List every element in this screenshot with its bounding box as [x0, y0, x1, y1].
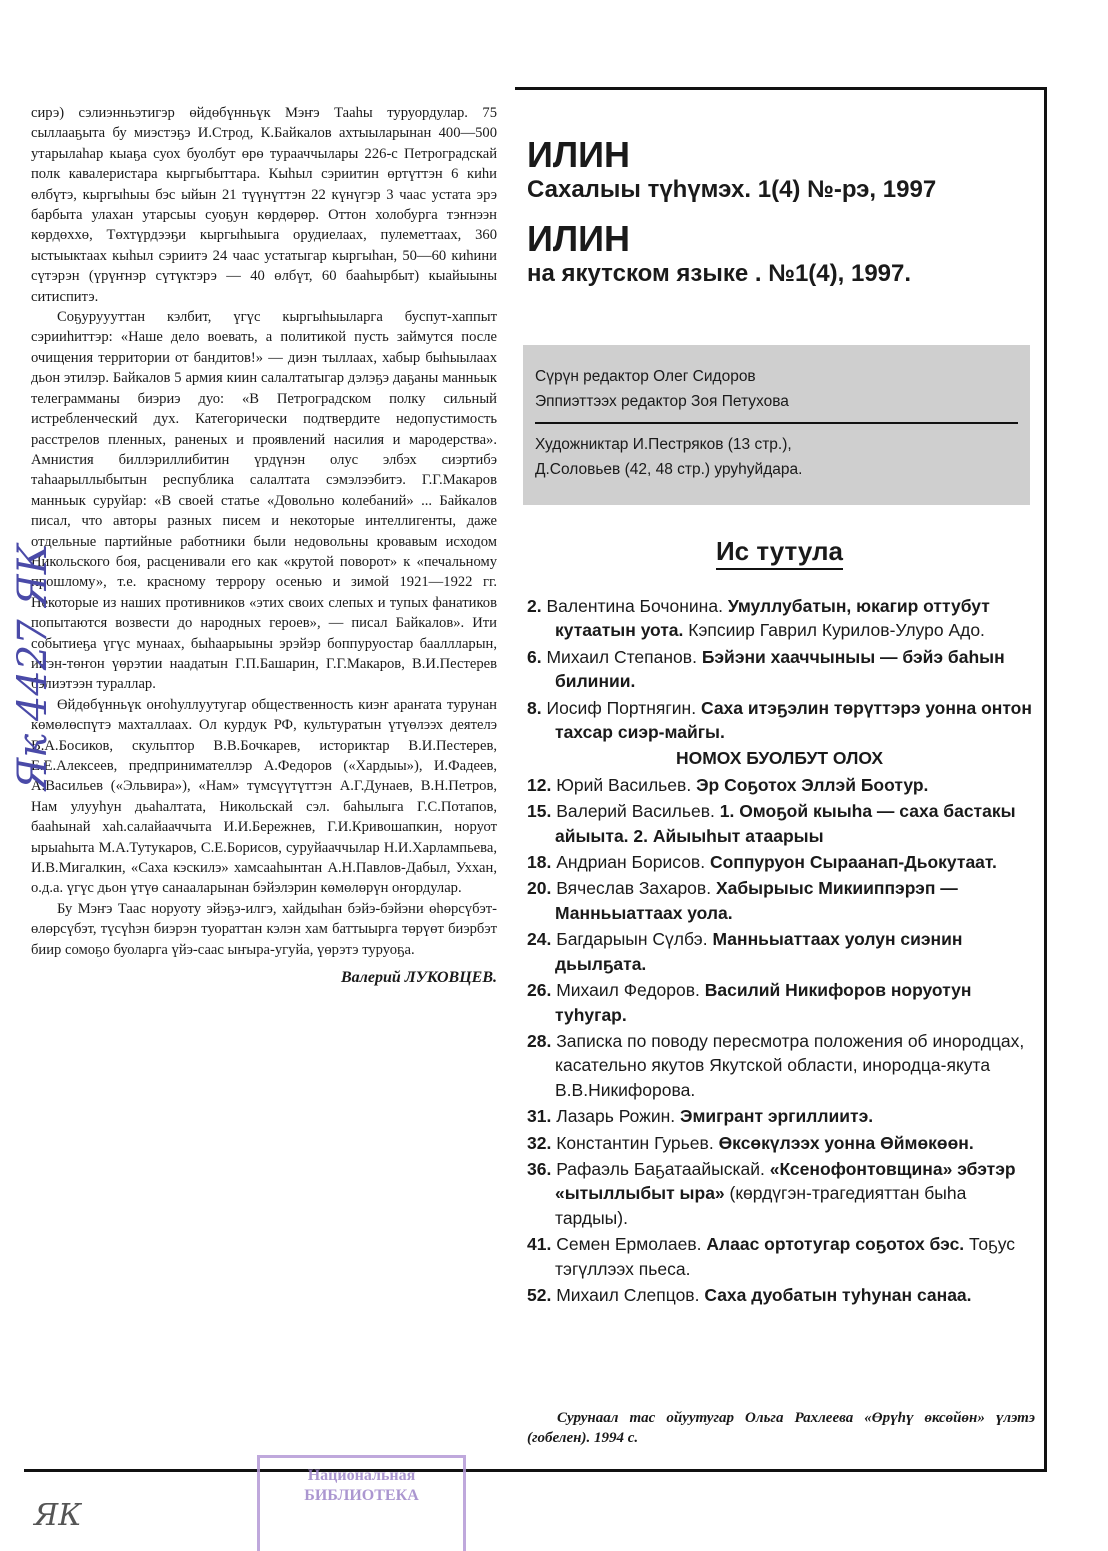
toc-title: Манньыаттаах уолун сиэнин дьылҕата. — [555, 929, 963, 974]
toc-author: Валентина Бочонина. — [546, 596, 723, 616]
toc-author: Багдарыын Сүлбэ. — [556, 929, 708, 950]
toc-title: Өксөкүлээх уонна Өймөкөөн. — [718, 1132, 974, 1153]
toc-title: Бэйэни хааччыныы — бэйэ баһын билинии. — [555, 646, 1005, 692]
toc-note: Тоҕус тэгүллээх пьеса. — [555, 1234, 1016, 1279]
article-paragraph: Соҕуруууттан кэлбит, үгүс кыргыһыыларга буспут-хаппыт сэрииһиттэр: «Наше дело воевать, а политикой пусть займутся после очищения территории от бандитов!» — диэн тыллаах, хабыр быһыылаах дьон этилэр. Байкалов 5 армия киин салалтатыгар дэлэҕэ даҕаны манньык телеграмманы биэриэ дуо: «В Петроградском полку сильный истребленческий дух. Категорически подтвердите недопустимость расстрелов пленных, раненых и проявлений насилия и мародерства». Амнистия биллэриллибитин үрдүнэн олус элбэх сиэртибэ таһаарыллыбытын республика салалтата сэмэлээбитэ. Г.Г.Макаров манньык суруйар: «В своей статье «Довольно колебаний» ... Байкалов писал, что авторы разных писем и некоторые интеллигенты, даже отдельные партийные работники были недовольны кровавым исходом Никольского боя, расценивали его как «крутой поворот» к «печальному прошлому», т.е. красному террору осенью и зимой 1921—1922 гг. Некоторые из наших противников «этих своих слепых и тупых фанатиков попытаются возвести до народных героев», — писал Байкалов». Ити событиеҕа үгүс мунаах, быһаарыыны эрэйэр боппуруостар бааллларын, иҥэн-төҥон үөрэтии наадатын Г.П.Башарин, Г.Г.Макаров, В.И.Пестерев бэлиэтээн тураллар. — [31, 309, 497, 693]
handwritten-page-mark: ЯК — [34, 1498, 82, 1533]
masthead-subtitle: на якутском языке . №1(4), 1997. — [527, 260, 912, 287]
library-stamp: Национальная БИБЛИОТЕКА — [257, 1455, 466, 1551]
toc-title: Эр Соҕотох Эллэй Боотур. — [696, 774, 929, 795]
toc-item — [527, 1131, 1032, 1155]
handwritten-catalog-mark: Як 4427 ЯК — [10, 543, 56, 790]
toc-item — [527, 1283, 1032, 1307]
toc-item — [527, 1029, 1032, 1102]
toc-num: 15. — [527, 801, 552, 822]
toc-num: 8. — [527, 697, 542, 718]
toc-title: Умуллубатын, юкагир оттубут кутаатын уота. — [555, 596, 990, 641]
toc-title: Василий Никифоров норуотун туһугар. — [555, 980, 972, 1025]
cover-caption: Сурунаал тас ойуутугар Ольга Рахлеева «Өрүһү өксөйөн» үлэтэ (гобелен). 1994 с. — [527, 1410, 1035, 1446]
toc-author: Юрий Васильев. — [556, 774, 692, 795]
article-paragraph: Өйдөбүнньүк оҥоһуллуутугар общественность киэҥ араҥата турунан көмөлөспүтэ махталлаах. Ол курдук РФ, культуратын үтүөлээх деятелэ В.А.Босиков, скульптор В.В.Бочкарев, историктар В.И.Пестерев, Е.Е.Алексеев, предпринимателлэр А.Федоров («Хардыы»), И.Фадеев, А.Васильев («Эльвира»), «Нам» түмсүүтүттэн А.Г.Дунаев, В.Н.Петров, Нам улууһун дьаһалтата, Никольскай сэл. баһылыга Г.С.Потапов, бааһынай хаһ.салайааччыта И.И.Бережнев, Г.И.Кривошапкин, норуот ырыаһыта М.А.Тутукаров, С.Е.Борисов, суруйааччылар Н.И.Харлампьева, И.В.Мигалкин, «Саха кэскилэ» хамсааһынтан А.Н.Павлов-Дабыл, Уххан, о.д.а. үгүс дьон үтүө санааларынан бэйэлэрин көмөлөрүн оҥордулар. — [31, 696, 497, 897]
frame-right-rule — [1044, 87, 1047, 1472]
toc-num: 24. — [527, 929, 552, 950]
toc-author: Рафаэль Баҕатаайыскай. — [556, 1158, 765, 1179]
toc-item — [527, 876, 1032, 925]
toc-num: 28. — [527, 1030, 552, 1051]
artists-line: Д.Соловьев (42, 48 стр.) уруһуйдара. — [535, 461, 803, 478]
toc-item — [527, 1104, 1032, 1128]
toc-item — [527, 927, 1032, 976]
toc-item — [527, 773, 1032, 797]
table-of-contents — [527, 594, 1032, 1309]
executive-editor: Эппиэттээх редактор Зоя Петухова — [535, 393, 789, 410]
toc-author: Михаил Слепцов. — [556, 1284, 700, 1305]
toc-note: (көрдүгэн-трагедияттан быһа тардыы). — [555, 1183, 967, 1228]
toc-num: 26. — [527, 980, 552, 1001]
artists-line: Художниктар И.Пестряков (13 стр.), — [535, 436, 792, 453]
masthead-subtitle: Сахалыы түһүмэх. 1(4) №-рэ, 1997 — [527, 176, 937, 203]
toc-num: 12. — [527, 774, 552, 795]
toc-title: Алаас ортотугар соҕотох бэс. — [706, 1234, 965, 1255]
toc-author: Вячеслав Захаров. — [556, 878, 712, 899]
credits-divider — [535, 422, 1018, 424]
article-paragraph: сирэ) сэлиэнньэтигэр өйдөбүнньүк Мэҥэ Тааһы туруордулар. 75 сыллааҕыта бу миэстэҕэ И.Строд, К.Байкалов ахтыыларынан 400—500 утарылаһар кыаҕа суох буолбут өрө турааччылары 226-с Петроградскай полк кавалеристара кыргыбыттара. Кыһыл сэриитин өртүттэн 6 киһи өлбүтэ, кыргыһыы бэс ыйын 21 түүнүттэн 22 күнүгэр 3 чаас устата эрэ барбыта улахан утарсыы суоҕун көрдөрөр. Оттон холобурга тэҥнээн көрдөххө, Төхтүрдээҕи кыргыһыыга орудиелаах, пулеметтаах, 360 ыстыыктаах кыһыл сэриитэ 24 чаас устатыгар кыргыһан, 50—60 киһини сүтэрэн (үрүҥнэр сүтүктэрэ — 40 өлбүт, 60 бааһырбыт) кыайыыны ситиспитэ. — [31, 105, 497, 305]
toc-heading: Ис тутула — [527, 536, 1032, 567]
toc-num: 2. — [527, 596, 542, 616]
masthead — [527, 135, 1032, 303]
toc-note: Кэпсиир Гаврил Курилов-Улуро Адо. — [688, 620, 985, 641]
toc-author: Михаил Федоров. — [556, 980, 700, 1001]
toc-num: 20. — [527, 878, 552, 899]
masthead-title: ИЛИН — [527, 218, 631, 259]
toc-title: Эмигрант эргиллиитэ. — [680, 1106, 874, 1127]
toc-num: 32. — [527, 1132, 552, 1153]
toc-num: 52. — [527, 1284, 552, 1305]
toc-num: 18. — [527, 852, 552, 873]
toc-item — [527, 594, 1032, 643]
toc-num: 36. — [527, 1158, 552, 1179]
toc-item — [527, 799, 1032, 848]
frame-bottom-rule — [24, 1469, 1047, 1472]
toc-item — [527, 696, 1032, 745]
toc-author: Андриан Борисов. — [556, 852, 706, 873]
frame-top-rule — [515, 87, 1047, 90]
toc-item — [527, 850, 1032, 874]
masthead-title: ИЛИН — [527, 134, 631, 175]
toc-title: Саха итэҕэлин төрүттэрэ уонна онтон тахсар сиэр-майгы. — [555, 697, 1032, 743]
toc-num: 31. — [527, 1106, 552, 1127]
toc-author: Валерий Васильев. — [556, 801, 715, 822]
toc-section-label: НОМОХ БУОЛБУТ ОЛОХ — [675, 748, 883, 769]
toc-title: Соппуруон Сыраанап-Дьокутаат. — [709, 852, 997, 873]
toc-item — [527, 645, 1032, 694]
article-column — [31, 103, 497, 988]
article-signature: Валерий ЛУКОВЦЕВ. — [340, 969, 497, 987]
toc-item — [527, 1157, 1032, 1230]
toc-author: Семен Ермолаев. — [556, 1234, 702, 1255]
toc-num: 6. — [527, 646, 542, 667]
toc-item — [527, 1232, 1032, 1281]
credits-box — [523, 345, 1030, 505]
toc-author: Иосиф Портнягин. — [546, 697, 697, 718]
toc-author: Лазарь Рожин. — [556, 1106, 676, 1127]
toc-author: Михаил Степанов. — [546, 646, 697, 667]
toc-title: 1. Омоҕой кыыһа — саха бастакы айыыта. 2. Айыыһыт атаарыы — [555, 801, 1016, 846]
toc-author: Записка по поводу пересмотра положения об инородцах, касательно якутов Якутской области, инородца-якута В.В.Никифорова. — [555, 1030, 1025, 1100]
editor-in-chief: Сүрүн редактор Олег Сидоров — [535, 368, 756, 385]
toc-item — [527, 978, 1032, 1027]
toc-title: Хабырыыс Микииппэрэп — Манньыаттаах уола. — [555, 878, 958, 923]
article-paragraph: Бу Мэҥэ Таас норуоту эйэҕэ-илгэ, хайдыһан бэйэ-бэйэни өһөрсүбэт-өлөрсүбэт, түсүһэн биэрэн туораттан кэлэн хам баттыырга төрүөт биэрбэт биир сомоҕо буоларга үйэ-саас ыҥыра-угуйа, үөрэтэ туруоҕа. — [31, 900, 497, 958]
toc-num: 41. — [527, 1234, 552, 1255]
toc-author: Константин Гурьев. — [556, 1132, 714, 1153]
toc-title: «Ксенофонтовщина» эбэтэр «ытыллыбыт ыра» — [555, 1158, 1016, 1204]
toc-title: Саха дуобатын туһунан санаа. — [704, 1284, 972, 1305]
